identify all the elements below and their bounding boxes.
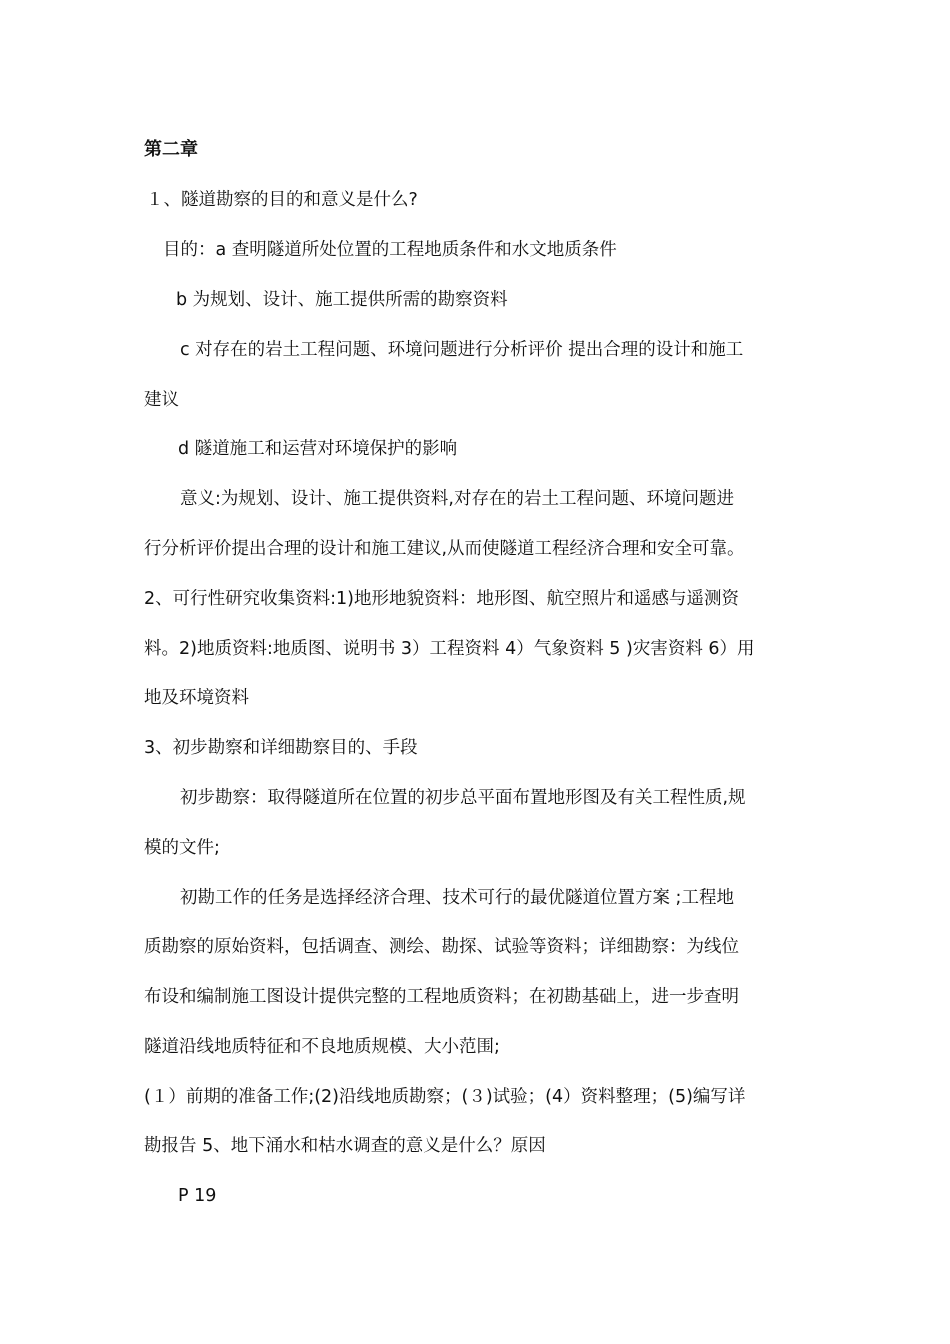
significance-continued: 行分析评价提出合理的设计和施工建议,从而使隧道工程经济合理和安全可靠。: [144, 539, 745, 559]
preliminary-survey: 初步勘察：取得隧道所在位置的初步总平面布置地形图及有关工程性质,规: [180, 788, 746, 808]
preliminary-task: 初勘工作的任务是选择经济合理、技术可行的最优隧道位置方案 ;工程地: [180, 888, 734, 908]
purpose-d: d 隧道施工和运营对环境保护的影响: [178, 439, 458, 459]
page-reference: P 19: [178, 1186, 217, 1206]
question-1: １、隧道勘察的目的和意义是什么?: [146, 190, 418, 210]
detailed-survey: 布设和编制施工图设计提供完整的工程地质资料；在初勘基础上，进一步查明: [144, 987, 739, 1007]
detailed-survey-continued: 隧道沿线地质特征和不良地质规模、大小范围;: [144, 1037, 500, 1057]
question-2: 2、可行性研究收集资料:1)地形地貌资料：地形图、航空照片和遥感与遥测资: [144, 589, 739, 609]
purpose-b: b 为规划、设计、施工提供所需的勘察资料: [176, 290, 508, 310]
preliminary-survey-continued: 模的文件;: [144, 838, 220, 858]
purpose-a: 目的：a 查明隧道所处位置的工程地质条件和水文地质条件: [163, 240, 617, 260]
purpose-c-continued: 建议: [144, 390, 179, 410]
preliminary-task-continued: 质勘察的原始资料，包括调查、测绘、勘探、试验等资料；详细勘察：为线位: [144, 937, 739, 957]
survey-steps-continued: 勘报告 5、地下涌水和枯水调查的意义是什么？原因: [144, 1136, 546, 1156]
question-2-continued: 料。2)地质资料:地质图、说明书 3）工程资料 4）气象资料 5 )灾害资料 6）用: [144, 639, 755, 659]
chapter-title: 第二章: [144, 139, 198, 160]
question-3: 3、初步勘察和详细勘察目的、手段: [144, 738, 418, 758]
purpose-c: c 对存在的岩土工程问题、环境问题进行分析评价 提出合理的设计和施工: [180, 340, 744, 360]
survey-steps: (１）前期的准备工作;(2)沿线地质勘察；(３)试验；(4）资料整理；(5)编写详: [144, 1087, 746, 1107]
significance-paragraph: 意义:为规划、设计、施工提供资料,对存在的岩土工程问题、环境问题进: [180, 489, 734, 509]
question-2-end: 地及环境资料: [144, 688, 249, 708]
